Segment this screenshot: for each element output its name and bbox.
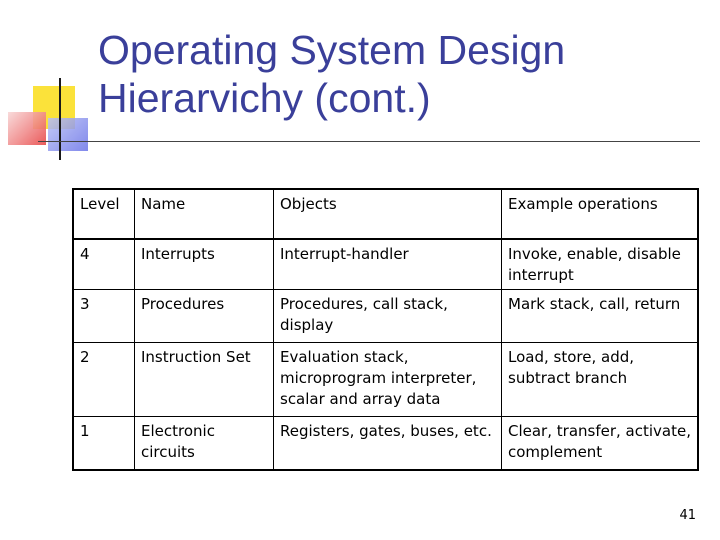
header-objects: Objects	[274, 189, 502, 239]
cell-objects: Registers, gates, buses, etc.	[274, 417, 502, 471]
cell-name: Interrupts	[135, 239, 274, 290]
cell-operations: Mark stack, call, return	[502, 290, 699, 343]
cell-operations: Load, store, add, subtract branch	[502, 343, 699, 417]
header-name: Name	[135, 189, 274, 239]
cell-objects: Interrupt-handler	[274, 239, 502, 290]
table-header-row	[73, 189, 698, 239]
cell-name: Electronic circuits	[135, 417, 274, 471]
cell-objects: Evaluation stack, microprogram interpreter, scalar and array data	[274, 343, 502, 417]
table-row	[73, 239, 698, 290]
table-row	[73, 417, 698, 471]
decor-vertical-rule	[59, 78, 61, 160]
header-example-operations: Example operations	[502, 189, 699, 239]
slide-title	[98, 26, 698, 122]
slide-title-line-2: Hierarvichy (cont.)	[98, 75, 431, 121]
cell-name: Procedures	[135, 290, 274, 343]
page-number: 41	[679, 508, 696, 523]
table-row	[73, 290, 698, 343]
slide-title-line-1: Operating System Design	[98, 27, 566, 73]
hierarchy-table	[72, 188, 699, 471]
cell-level: 3	[73, 290, 135, 343]
header-level: Level	[73, 189, 135, 239]
cell-operations: Clear, transfer, activate, complement	[502, 417, 699, 471]
cell-level: 2	[73, 343, 135, 417]
cell-objects: Procedures, call stack, display	[274, 290, 502, 343]
cell-level: 4	[73, 239, 135, 290]
table-row	[73, 343, 698, 417]
cell-level: 1	[73, 417, 135, 471]
title-underline	[38, 141, 700, 142]
decor-blue-square	[48, 118, 88, 151]
cell-name: Instruction Set	[135, 343, 274, 417]
cell-operations: Invoke, enable, disable interrupt	[502, 239, 699, 290]
